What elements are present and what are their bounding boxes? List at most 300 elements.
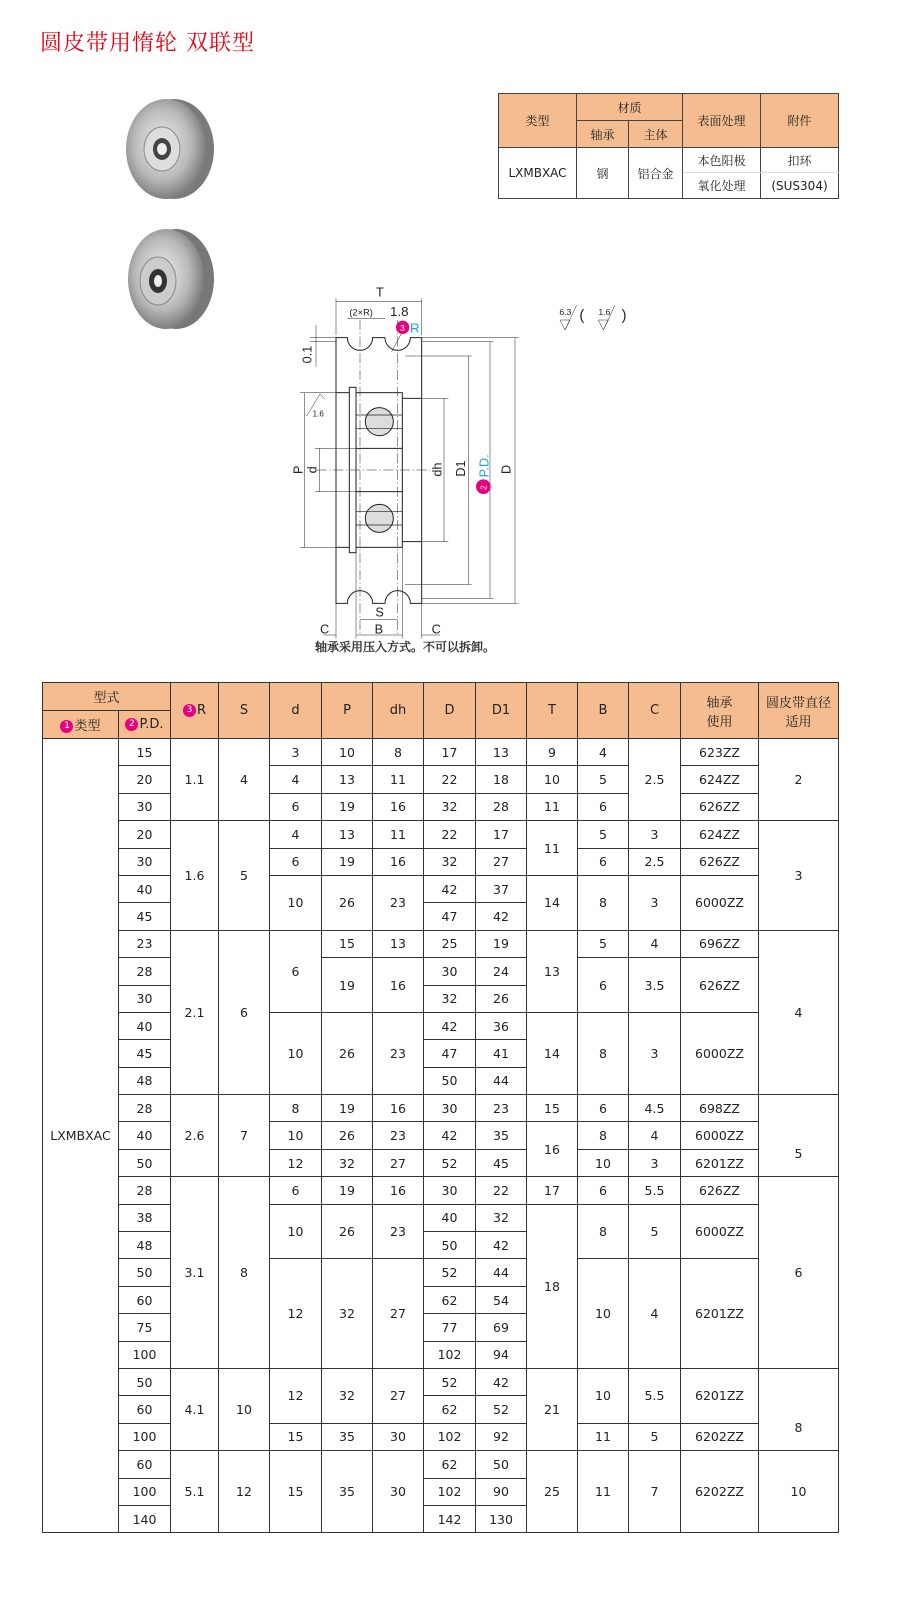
cell-d: 10 [270, 1012, 322, 1094]
cell-D: 30 [424, 1095, 476, 1122]
cell-T: 11 [527, 793, 578, 820]
cell-D: 62 [424, 1286, 476, 1313]
cell-B: 5 [578, 766, 629, 793]
cell-belt-diameter: 3 [759, 821, 839, 931]
cell-pd: 48 [119, 1232, 171, 1259]
table-row [43, 958, 839, 985]
cell-p: 32 [322, 1259, 373, 1369]
cell-D1: 52 [476, 1396, 527, 1423]
cell-belt-diameter: 4 [759, 930, 839, 1094]
cell-pd: 45 [119, 1040, 171, 1067]
spec-header-type: 类型 [499, 94, 577, 148]
cell-d: 15 [270, 1423, 322, 1450]
cell-D1: 44 [476, 1067, 527, 1094]
cell-bearing: 626ZZ [681, 848, 759, 875]
header-C: C [629, 683, 681, 739]
cell-D1: 37 [476, 875, 527, 902]
header-bearing-line2: 使用 [706, 714, 733, 730]
label-D: D [499, 464, 514, 474]
cell-D1: 27 [476, 848, 527, 875]
cell-B: 10 [578, 1368, 629, 1423]
cell-C: 3 [629, 1149, 681, 1176]
cell-T: 10 [527, 766, 578, 793]
cell-D1: 54 [476, 1286, 527, 1313]
cell-pd: 60 [119, 1451, 171, 1478]
dimension-table [42, 682, 839, 1533]
spec-type: LXMBXAC [499, 148, 577, 199]
spec-header-bearing: 轴承 [577, 121, 629, 148]
header-type-label: 类型 [74, 719, 101, 734]
cell-D: 62 [424, 1396, 476, 1423]
cell-T: 11 [527, 821, 578, 876]
cell-D: 40 [424, 1204, 476, 1231]
cell-dh: 11 [373, 821, 424, 848]
cell-p: 15 [322, 930, 373, 957]
header-pd-label: P.D. [139, 717, 164, 732]
header-type [43, 711, 119, 739]
cell-C: 7 [629, 1451, 681, 1533]
table-body [43, 739, 839, 1533]
cell-bearing: 6000ZZ [681, 875, 759, 930]
cell-s: 8 [219, 1177, 270, 1369]
cell-r: 2.6 [171, 1095, 219, 1177]
cell-D: 32 [424, 793, 476, 820]
cell-D: 30 [424, 958, 476, 985]
cell-dh: 30 [373, 1423, 424, 1450]
label-1-8: 1.8 [390, 304, 409, 319]
cell-d: 12 [270, 1149, 322, 1176]
cell-B: 8 [578, 1122, 629, 1149]
cell-d: 8 [270, 1095, 322, 1122]
cell-p: 13 [322, 821, 373, 848]
spec-accessory-2: (SUS304) [761, 173, 839, 199]
cell-D1: 92 [476, 1423, 527, 1450]
cell-dh: 8 [373, 739, 424, 766]
cell-bearing: 624ZZ [681, 766, 759, 793]
label-2xR: (2×R) [349, 307, 373, 318]
table-row [43, 793, 839, 820]
cell-dh: 27 [373, 1368, 424, 1423]
cell-d: 10 [270, 1122, 322, 1149]
cell-bearing: 624ZZ [681, 821, 759, 848]
cell-bearing: 6202ZZ [681, 1451, 759, 1533]
table-row [43, 930, 839, 957]
badge-pd: 2 [478, 485, 489, 490]
spec-surface-1: 本色阳极 [683, 148, 761, 173]
cell-pd: 28 [119, 1177, 171, 1204]
cell-d: 12 [270, 1259, 322, 1369]
cell-bearing: 6000ZZ [681, 1204, 759, 1259]
cell-D: 42 [424, 1122, 476, 1149]
cell-dh: 30 [373, 1451, 424, 1533]
cell-pd: 50 [119, 1149, 171, 1176]
cell-D: 102 [424, 1423, 476, 1450]
cell-D1: 42 [476, 1368, 527, 1395]
cell-T: 25 [527, 1451, 578, 1533]
cell-bearing: 6202ZZ [681, 1423, 759, 1450]
cell-B: 10 [578, 1149, 629, 1176]
cell-p: 35 [322, 1423, 373, 1450]
label-C-left: C [320, 622, 330, 637]
cell-D1: 26 [476, 985, 527, 1012]
cell-B: 8 [578, 875, 629, 930]
badge-1: 1 [60, 720, 73, 733]
cell-B: 11 [578, 1423, 629, 1450]
cell-B: 11 [578, 1451, 629, 1533]
cell-p: 19 [322, 958, 373, 1013]
cell-pd: 30 [119, 848, 171, 875]
badge-3: 3 [183, 704, 196, 717]
cell-pd: 45 [119, 903, 171, 930]
cell-bearing: 698ZZ [681, 1095, 759, 1122]
cell-bearing: 626ZZ [681, 1177, 759, 1204]
header-D: D [424, 683, 476, 739]
cell-B: 8 [578, 1012, 629, 1094]
cell-s: 6 [219, 930, 270, 1094]
cell-pd: 75 [119, 1314, 171, 1341]
header-bearing [681, 683, 759, 739]
label-P: P [291, 465, 306, 474]
cell-d: 6 [270, 793, 322, 820]
cell-p: 19 [322, 793, 373, 820]
cell-B: 6 [578, 848, 629, 875]
cell-d: 12 [270, 1368, 322, 1423]
cell-D1: 13 [476, 739, 527, 766]
cell-pd: 50 [119, 1368, 171, 1395]
cell-B: 5 [578, 821, 629, 848]
cell-pd: 48 [119, 1067, 171, 1094]
cell-C: 2.5 [629, 848, 681, 875]
cell-B: 8 [578, 1204, 629, 1259]
cell-pd: 20 [119, 766, 171, 793]
cell-s: 12 [219, 1451, 270, 1533]
table-row [43, 1204, 839, 1231]
cell-T: 21 [527, 1368, 578, 1450]
cell-T: 16 [527, 1122, 578, 1177]
label-S: S [375, 605, 384, 620]
cell-D: 52 [424, 1368, 476, 1395]
cell-bearing: 6000ZZ [681, 1122, 759, 1149]
cell-D1: 35 [476, 1122, 527, 1149]
cell-s: 5 [219, 821, 270, 931]
cell-p: 10 [322, 739, 373, 766]
header-d: d [270, 683, 322, 739]
cell-D: 30 [424, 1177, 476, 1204]
label-R: R [410, 320, 420, 336]
cell-D1: 22 [476, 1177, 527, 1204]
cell-D1: 19 [476, 930, 527, 957]
cell-C: 5 [629, 1423, 681, 1450]
cell-r: 5.1 [171, 1451, 219, 1533]
product-photo-front [118, 95, 218, 203]
cell-D: 50 [424, 1232, 476, 1259]
cell-r: 1.1 [171, 739, 219, 821]
cell-d: 6 [270, 930, 322, 1012]
cell-pd: 40 [119, 1122, 171, 1149]
table-row [43, 1095, 839, 1122]
cell-D: 32 [424, 848, 476, 875]
svg-text:(: ( [579, 308, 585, 324]
cell-pd: 140 [119, 1505, 171, 1532]
cell-bearing: 626ZZ [681, 958, 759, 1013]
cell-dh: 23 [373, 875, 424, 930]
label-C-right: C [431, 622, 441, 637]
cell-D1: 90 [476, 1478, 527, 1505]
cell-C: 3 [629, 875, 681, 930]
table-row [43, 1423, 839, 1450]
label-dh: dh [430, 462, 445, 477]
cell-T: 18 [527, 1204, 578, 1368]
cell-T: 14 [527, 875, 578, 930]
header-S: S [219, 683, 270, 739]
cell-pd: 100 [119, 1423, 171, 1450]
cell-C: 5.5 [629, 1368, 681, 1423]
header-D1: D1 [476, 683, 527, 739]
cell-D: 47 [424, 903, 476, 930]
cell-D: 17 [424, 739, 476, 766]
cell-p: 32 [322, 1149, 373, 1176]
cell-B: 6 [578, 958, 629, 1013]
table-row [43, 766, 839, 793]
cell-dh: 27 [373, 1259, 424, 1369]
cell-B: 6 [578, 1177, 629, 1204]
cell-p: 26 [322, 1012, 373, 1094]
cell-C: 2.5 [629, 739, 681, 821]
spec-surface-2: 氧化处理 [683, 173, 761, 199]
cell-pd: 60 [119, 1286, 171, 1313]
label-d: d [305, 466, 320, 474]
cell-D1: 36 [476, 1012, 527, 1039]
cell-pd: 40 [119, 1012, 171, 1039]
table-row [43, 1122, 839, 1149]
cell-dh: 16 [373, 848, 424, 875]
cell-B: 4 [578, 739, 629, 766]
cell-D: 42 [424, 1012, 476, 1039]
cell-B: 10 [578, 1259, 629, 1369]
cell-belt-diameter: 2 [759, 739, 839, 821]
cell-B: 6 [578, 1095, 629, 1122]
cell-p: 19 [322, 848, 373, 875]
spec-bearing-material: 钢 [577, 148, 629, 199]
cell-r: 2.1 [171, 930, 219, 1094]
svg-text:): ) [621, 308, 627, 324]
cell-s: 10 [219, 1368, 270, 1450]
cell-T: 14 [527, 1012, 578, 1094]
cell-belt-diameter: 10 [759, 1451, 839, 1533]
cell-D: 52 [424, 1149, 476, 1176]
label-B: B [374, 622, 384, 637]
header-R-label: R [196, 703, 207, 718]
label-PD: P.D. [477, 454, 492, 478]
cell-C: 4.5 [629, 1095, 681, 1122]
cell-D1: 50 [476, 1451, 527, 1478]
table-row [43, 1368, 839, 1395]
cell-dh: 16 [373, 1177, 424, 1204]
cell-pd: 30 [119, 985, 171, 1012]
cell-B: 6 [578, 793, 629, 820]
cell-dh: 16 [373, 958, 424, 1013]
spec-header-surface: 表面处理 [683, 94, 761, 148]
cell-d: 6 [270, 1177, 322, 1204]
cell-d: 15 [270, 1451, 322, 1533]
cell-p: 26 [322, 1204, 373, 1259]
badge-r: 3 [400, 323, 405, 333]
table-row [43, 739, 839, 766]
cell-s: 4 [219, 739, 270, 821]
cell-dh: 13 [373, 930, 424, 957]
cell-pd: 15 [119, 739, 171, 766]
header-dh: dh [373, 683, 424, 739]
cell-D1: 44 [476, 1259, 527, 1286]
page-title: 圆皮带用惰轮 双联型 [40, 31, 255, 56]
cell-B: 5 [578, 930, 629, 957]
cell-T: 13 [527, 930, 578, 1012]
table-row [43, 1012, 839, 1039]
cell-d: 4 [270, 766, 322, 793]
cell-T: 15 [527, 1095, 578, 1122]
cell-D1: 42 [476, 903, 527, 930]
cell-p: 26 [322, 1122, 373, 1149]
cell-D: 52 [424, 1259, 476, 1286]
cell-D: 25 [424, 930, 476, 957]
table-row [43, 1177, 839, 1204]
cell-D1: 41 [476, 1040, 527, 1067]
dimension-drawing [270, 270, 630, 660]
roughness-6-3: 6.3 [559, 307, 572, 317]
table-row [43, 848, 839, 875]
spec-table [498, 93, 839, 199]
spec-header-material: 材质 [577, 94, 683, 121]
cell-dh: 23 [373, 1012, 424, 1094]
table-row [43, 821, 839, 848]
cell-p: 35 [322, 1451, 373, 1533]
cell-pd: 28 [119, 958, 171, 985]
cell-D1: 17 [476, 821, 527, 848]
label-0-1: 0.1 [300, 345, 315, 364]
cell-s: 7 [219, 1095, 270, 1177]
spec-header-accessory: 附件 [761, 94, 839, 148]
cell-belt-diameter: 8 [759, 1368, 839, 1450]
cell-pd: 23 [119, 930, 171, 957]
header-model: 型式 [43, 683, 171, 711]
cell-D: 42 [424, 875, 476, 902]
header-belt-line1: 圆皮带直径 [765, 695, 831, 711]
table-row [43, 1259, 839, 1286]
cell-r: 4.1 [171, 1368, 219, 1450]
cell-d: 10 [270, 1204, 322, 1259]
header-belt-diameter [759, 683, 839, 739]
cell-bearing: 696ZZ [681, 930, 759, 957]
cell-C: 5 [629, 1204, 681, 1259]
header-bearing-line1: 轴承 [706, 695, 733, 711]
cell-D1: 94 [476, 1341, 527, 1368]
cell-p: 13 [322, 766, 373, 793]
cell-pd: 28 [119, 1095, 171, 1122]
cell-bearing: 6000ZZ [681, 1012, 759, 1094]
cell-T: 9 [527, 739, 578, 766]
header-B: B [578, 683, 629, 739]
cell-type: LXMBXAC [43, 739, 119, 1533]
cell-pd: 50 [119, 1259, 171, 1286]
roughness-1-6: 1.6 [598, 307, 611, 317]
cell-bearing: 6201ZZ [681, 1368, 759, 1423]
spec-body-material: 铝合金 [629, 148, 683, 199]
cell-bearing: 6201ZZ [681, 1259, 759, 1369]
cell-D: 47 [424, 1040, 476, 1067]
table-row [43, 875, 839, 902]
cell-bearing: 626ZZ [681, 793, 759, 820]
cell-dh: 23 [373, 1204, 424, 1259]
cell-d: 10 [270, 875, 322, 930]
cell-dh: 11 [373, 766, 424, 793]
cell-dh: 16 [373, 1095, 424, 1122]
cell-D1: 69 [476, 1314, 527, 1341]
cell-d: 6 [270, 848, 322, 875]
label-roughness-small: 1.6 [312, 409, 324, 419]
cell-D1: 32 [476, 1204, 527, 1231]
cell-C: 4 [629, 1122, 681, 1149]
cell-D1: 28 [476, 793, 527, 820]
cell-C: 4 [629, 1259, 681, 1369]
bearing-note: 轴承采用压入方式。不可以拆卸。 [314, 640, 495, 654]
cell-D: 50 [424, 1067, 476, 1094]
cell-p: 32 [322, 1368, 373, 1423]
header-T: T [527, 683, 578, 739]
cell-C: 3 [629, 821, 681, 848]
cell-D1: 24 [476, 958, 527, 985]
cell-C: 4 [629, 930, 681, 957]
cell-d: 3 [270, 739, 322, 766]
cell-pd: 60 [119, 1396, 171, 1423]
cell-D1: 130 [476, 1505, 527, 1532]
cell-belt-diameter: 5 [759, 1095, 839, 1177]
cell-D: 102 [424, 1341, 476, 1368]
cell-pd: 20 [119, 821, 171, 848]
header-belt-line2: 适用 [785, 714, 812, 730]
cell-r: 3.1 [171, 1177, 219, 1369]
cell-pd: 40 [119, 875, 171, 902]
cell-C: 3.5 [629, 958, 681, 1013]
cell-D: 142 [424, 1505, 476, 1532]
cell-C: 3 [629, 1012, 681, 1094]
cell-D: 32 [424, 985, 476, 1012]
cell-pd: 38 [119, 1204, 171, 1231]
cell-D: 22 [424, 766, 476, 793]
product-photo-angle [118, 225, 218, 333]
cell-pd: 100 [119, 1341, 171, 1368]
cell-D1: 42 [476, 1232, 527, 1259]
header-R [171, 683, 219, 739]
cell-p: 26 [322, 875, 373, 930]
cell-D1: 18 [476, 766, 527, 793]
cell-dh: 16 [373, 793, 424, 820]
spec-accessory-1: 扣环 [761, 148, 839, 173]
cell-r: 1.6 [171, 821, 219, 931]
cell-belt-diameter: 6 [759, 1177, 839, 1369]
table-row [43, 1451, 839, 1478]
cell-p: 19 [322, 1095, 373, 1122]
cell-D1: 23 [476, 1095, 527, 1122]
cell-D: 77 [424, 1314, 476, 1341]
cell-D1: 45 [476, 1149, 527, 1176]
header-pd [119, 711, 171, 739]
cell-bearing: 623ZZ [681, 739, 759, 766]
cell-bearing: 6201ZZ [681, 1149, 759, 1176]
cell-d: 4 [270, 821, 322, 848]
header-P: P [322, 683, 373, 739]
badge-2: 2 [125, 718, 138, 731]
table-row [43, 1149, 839, 1176]
